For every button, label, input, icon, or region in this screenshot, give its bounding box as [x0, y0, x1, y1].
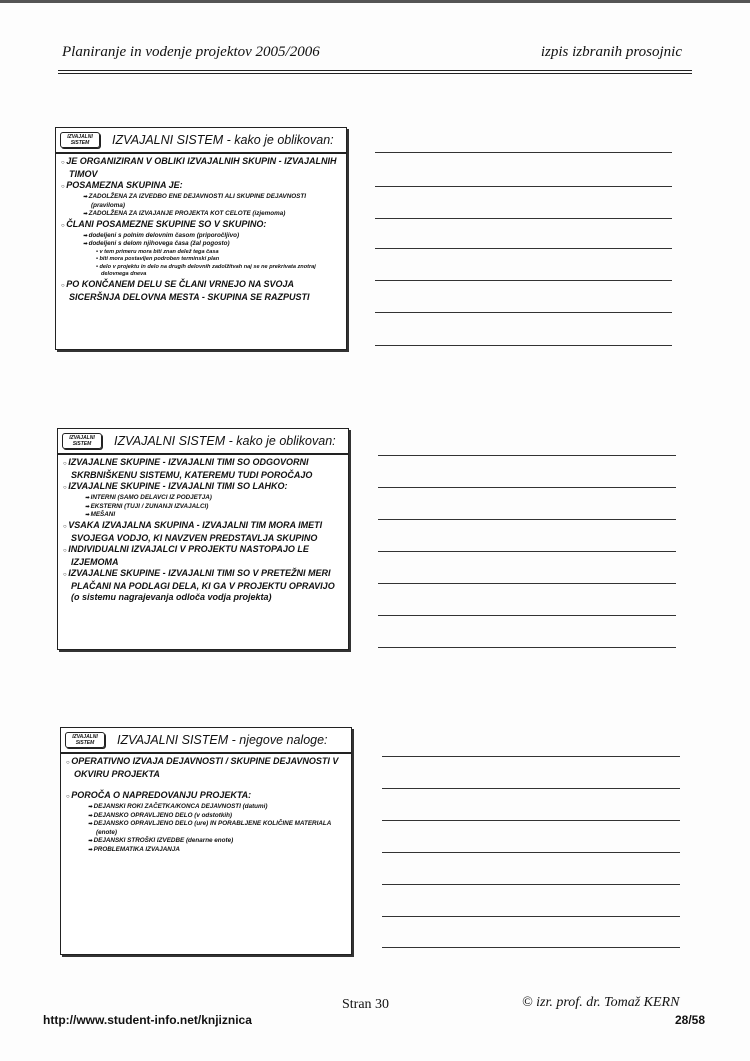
bullet-item: ➡ DEJANSKI STROŠKI IZVEDBE (denarne enote): [66, 837, 346, 846]
bullet-item: • delo v projektu in delo na drugih delovnih zadolžitvah naj se ne prekrivata znotraj delovnega dneva: [61, 264, 341, 279]
note-line: [378, 487, 676, 488]
note-line: [375, 248, 672, 249]
bullet-item: ○ POROČA O NAPREDOVANJU PROJEKTA:: [66, 790, 346, 803]
slide: [60, 727, 352, 955]
bullet-item: ➡ dodeljeni s delom njihovega časa (žal pogosto): [61, 240, 341, 249]
header-rule: [58, 70, 692, 71]
note-line: [375, 345, 672, 346]
note-line: [378, 647, 676, 648]
slide-title: IZVAJALNI SISTEM - kako je oblikovan:: [112, 133, 334, 147]
slide: [55, 127, 347, 350]
note-line: [375, 186, 672, 187]
document-title: Planiranje in vodenje projektov 2005/2006: [62, 44, 320, 60]
bullet-item: ➡ ZADOLŽENA ZA IZVEDBO ENE DEJAVNOSTI ALI SKUPINE DEJAVNOSTI (praviloma): [61, 193, 341, 210]
bullet-item: ➡ dodeljeni s polnim delovnim časom (priporočljivo): [61, 232, 341, 241]
slide: [57, 428, 349, 650]
bullet-item: ○ IZVAJALNE SKUPINE - IZVAJALNI TIMI SO LAHKO:: [63, 481, 343, 494]
bullet-item: ➡ EKSTERNI (TUJI / ZUNANJI IZVAJALCI): [63, 503, 343, 512]
bullet-item: ➡ DEJANSKI ROKI ZAČETKA/KONCA DEJAVNOSTI (datumi): [66, 803, 346, 812]
header-rule: [58, 73, 692, 74]
note-line: [382, 820, 680, 821]
bullet-item: ○ ČLANI POSAMEZNE SKUPINE SO V SKUPINO:: [61, 219, 341, 232]
slide-badge: IZVAJALNI SISTEM: [62, 433, 102, 449]
author: © izr. prof. dr. Tomaž KERN: [522, 995, 680, 1010]
slide-body: [56, 154, 346, 305]
slide-body: [58, 455, 348, 605]
note-line: [375, 152, 672, 153]
page-count: 28/58: [674, 1013, 705, 1027]
bullet-item: ○ PO KONČANEM DELU SE ČLANI VRNEJO NA SVOJA SICERŠNJA DELOVNA MESTA - SKUPINA SE RAZPUSTI: [61, 279, 341, 303]
slide-title: IZVAJALNI SISTEM - njegove naloge:: [117, 733, 328, 747]
slide-title-bar: [61, 728, 351, 754]
slide-title-bar: [58, 429, 348, 455]
note-line: [378, 615, 676, 616]
spacer: [66, 780, 346, 790]
slide-badge: IZVAJALNI SISTEM: [60, 132, 100, 148]
note-line: [375, 218, 672, 219]
page-label: Stran 30: [342, 997, 390, 1012]
bullet-item: ➡ INTERNI (SAMO DELAVCI IZ PODJETJA): [63, 494, 343, 503]
bullet-item: ○ POSAMEZNA SKUPINA JE:: [61, 180, 341, 193]
bullet-item: ➡ MEŠANI: [63, 511, 343, 520]
note-line: [382, 884, 680, 885]
bullet-item: ➡ ZADOLŽENA ZA IZVAJANJE PROJEKTA KOT CELOTE (izjemoma): [61, 210, 341, 219]
note-line: [382, 947, 680, 948]
note-line: [382, 916, 680, 917]
bullet-item: ○ INDIVIDUALNI IZVAJALCI V PROJEKTU NASTOPAJO LE IZJEMOMA: [63, 544, 343, 568]
bullet-item: ➡ PROBLEMATIKA IZVAJANJA: [66, 846, 346, 855]
bullet-item: ○ OPERATIVNO IZVAJA DEJAVNOSTI / SKUPINE DEJAVNOSTI V OKVIRU PROJEKTA: [66, 756, 346, 780]
scan-edge: [0, 0, 750, 3]
note-line: [378, 551, 676, 552]
note-line: [375, 280, 672, 281]
source-link[interactable]: http://www.student-info.net/knjiznica: [43, 1013, 252, 1027]
note-line: [382, 756, 680, 757]
bullet-item: ○ JE ORGANIZIRAN V OBLIKI IZVAJALNIH SKUPIN - IZVAJALNIH TIMOV: [61, 156, 341, 180]
note-line: [378, 455, 676, 456]
slide-body: [61, 754, 351, 856]
note-line: [375, 312, 672, 313]
slide-title-bar: [56, 128, 346, 154]
slide-title: IZVAJALNI SISTEM - kako je oblikovan:: [114, 434, 336, 448]
note-line: [382, 852, 680, 853]
bullet-item: ○ IZVAJALNE SKUPINE - IZVAJALNI TIMI SO V PRETEŽNI MERI PLAČANI NA PODLAGI DELA, KI GA V PROJEKTU OPRAVIJO (o sistemu nagrajevanja odloča vodja projekta): [63, 568, 343, 603]
document-subtitle: izpis izbranih prosojnic: [540, 44, 682, 60]
bullet-item: • biti mora postavljen podroben terminski plan: [61, 256, 341, 264]
bullet-item: ○ IZVAJALNE SKUPINE - IZVAJALNI TIMI SO ODGOVORNI SKRBNIŠKENU SISTEMU, KATEREMU TUDI POROČAJO: [63, 457, 343, 481]
bullet-item: ➡ DEJANSKO OPRAVLJENO DELO (v odstotkih): [66, 812, 346, 821]
note-line: [378, 519, 676, 520]
slide-badge: IZVAJALNI SISTEM: [65, 732, 105, 748]
bullet-item: • v tem primeru mora biti znan delež tega časa: [61, 249, 341, 257]
note-line: [382, 788, 680, 789]
note-line: [378, 583, 676, 584]
bullet-item: ○ VSAKA IZVAJALNA SKUPINA - IZVAJALNI TIM MORA IMETI SVOJEGA VODJO, KI NAVZVEN PREDSTAVLJA SKUPINO: [63, 520, 343, 544]
bullet-item: ➡ DEJANSKO OPRAVLJENO DELO (ure) IN PORABLJENE KOLIČINE MATERIALA (enote): [66, 820, 346, 837]
